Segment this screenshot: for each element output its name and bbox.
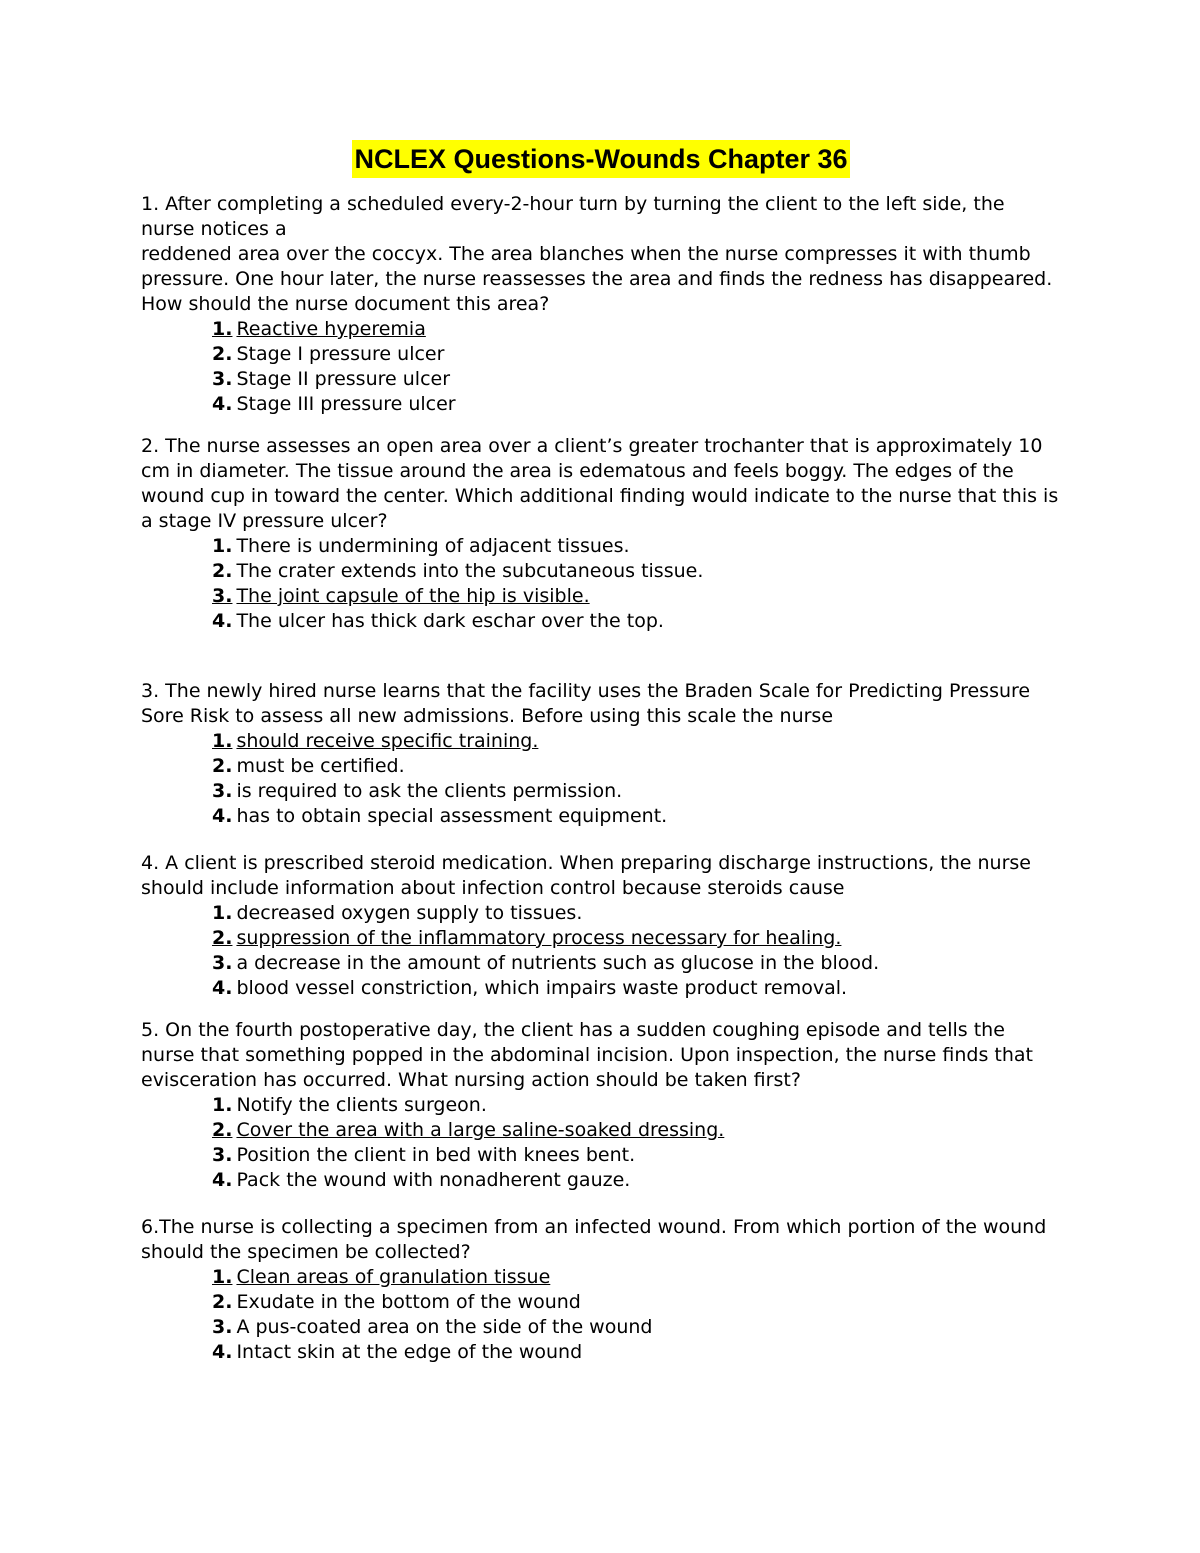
option-number: 2. <box>212 1119 233 1141</box>
answer-options <box>141 729 1061 829</box>
option-text: Stage I pressure ulcer <box>236 343 445 365</box>
answer-option <box>212 976 1061 1001</box>
option-number: 1. <box>212 730 233 752</box>
option-text: The crater extends into the subcutaneous tissue. <box>236 560 704 582</box>
answer-option <box>212 901 1061 926</box>
option-number: 2. <box>212 343 233 365</box>
option-text: should receive specific training. <box>236 730 539 752</box>
option-text: Stage III pressure ulcer <box>236 393 456 415</box>
option-text: suppression of the inflammatory process necessary for healing. <box>236 927 842 949</box>
option-number: 3. <box>212 585 233 607</box>
answer-option <box>212 951 1061 976</box>
option-text: blood vessel constriction, which impairs waste product removal. <box>236 977 848 999</box>
answer-option <box>212 1093 1061 1118</box>
option-number: 2. <box>212 560 233 582</box>
answer-options <box>141 1093 1061 1193</box>
answer-option <box>212 1290 1061 1315</box>
option-number: 4. <box>212 977 233 999</box>
question-2 <box>141 434 1061 634</box>
option-text: Stage II pressure ulcer <box>236 368 451 390</box>
option-number: 3. <box>212 368 233 390</box>
option-text: a decrease in the amount of nutrients such as glucose in the blood. <box>236 952 880 974</box>
option-text: Position the client in bed with knees bent. <box>236 1144 636 1166</box>
question-4 <box>141 851 1061 1001</box>
option-number: 2. <box>212 1291 233 1313</box>
option-number: 4. <box>212 805 233 827</box>
option-number: 1. <box>212 1266 233 1288</box>
option-number: 4. <box>212 1169 233 1191</box>
option-number: 4. <box>212 1341 233 1363</box>
option-text: Clean areas of granulation tissue <box>236 1266 551 1288</box>
answer-option <box>212 1315 1061 1340</box>
option-number: 3. <box>212 1144 233 1166</box>
option-text: Pack the wound with nonadherent gauze. <box>236 1169 631 1191</box>
answer-option <box>212 559 1061 584</box>
answer-option-correct <box>212 317 1061 342</box>
answer-option <box>212 804 1061 829</box>
option-text: Reactive hyperemia <box>236 318 426 340</box>
question-stem: 2. The nurse assesses an open area over a client’s greater trochanter that is approximately 10 cm in diameter. The tissue around the area is edematous and feels boggy. The edges of the wound cup in toward the center. Which additional finding would indicate to the nurse that this is a stage IV pressure ulcer? <box>141 435 1059 532</box>
answer-option-correct <box>212 926 1061 951</box>
option-text: Exudate in the bottom of the wound <box>236 1291 581 1313</box>
question-6 <box>141 1215 1061 1365</box>
option-number: 3. <box>212 780 233 802</box>
option-number: 2. <box>212 755 233 777</box>
option-number: 4. <box>212 393 233 415</box>
answer-option <box>212 1340 1061 1365</box>
question-stem: 3. The newly hired nurse learns that the facility uses the Braden Scale for Predicting Pressure Sore Risk to assess all new admissions. Before using this scale the nurse <box>141 680 1031 727</box>
answer-option <box>212 392 1061 417</box>
option-number: 4. <box>212 610 233 632</box>
answer-option-correct <box>212 729 1061 754</box>
answer-option <box>212 367 1061 392</box>
answer-options <box>141 534 1061 634</box>
answer-option <box>212 754 1061 779</box>
answer-option <box>212 1168 1061 1193</box>
answer-option <box>212 779 1061 804</box>
question-stem: 6.The nurse is collecting a specimen from an infected wound. From which portion of the wound should the specimen be collected? <box>141 1216 1047 1263</box>
question-list <box>141 192 1061 1365</box>
option-text: There is undermining of adjacent tissues. <box>236 535 630 557</box>
option-number: 1. <box>212 318 233 340</box>
answer-options <box>141 317 1061 417</box>
option-text: has to obtain special assessment equipment. <box>236 805 668 827</box>
option-text: A pus-coated area on the side of the wound <box>236 1316 653 1338</box>
answer-option <box>212 534 1061 559</box>
question-1 <box>141 192 1061 417</box>
document-page <box>141 140 1061 1365</box>
question-3 <box>141 679 1061 829</box>
option-number: 3. <box>212 952 233 974</box>
option-text: The ulcer has thick dark eschar over the top. <box>236 610 664 632</box>
option-text: Intact skin at the edge of the wound <box>236 1341 583 1363</box>
answer-option-correct <box>212 1118 1061 1143</box>
answer-options <box>141 1265 1061 1365</box>
question-stem: 1. After completing a scheduled every-2-hour turn by turning the client to the left side, the nurse notices a <box>141 193 1005 240</box>
option-number: 1. <box>212 902 233 924</box>
option-text: must be certified. <box>236 755 405 777</box>
question-stem: 5. On the fourth postoperative day, the client has a sudden coughing episode and tells the nurse that something popped in the abdominal incision. Upon inspection, the nurse finds that evisceration has occurred. What nursing action should be taken first? <box>141 1019 1034 1091</box>
option-text: is required to ask the clients permission. <box>236 780 623 802</box>
answer-option <box>212 342 1061 367</box>
question-5 <box>141 1018 1061 1193</box>
option-number: 3. <box>212 1316 233 1338</box>
document-title: NCLEX Questions-Wounds Chapter 36 <box>352 140 849 178</box>
option-text: The joint capsule of the hip is visible. <box>236 585 590 607</box>
answer-option <box>212 609 1061 634</box>
answer-option-correct <box>212 1265 1061 1290</box>
answer-options <box>141 901 1061 1001</box>
option-text: Cover the area with a large saline-soaked dressing. <box>236 1119 725 1141</box>
option-number: 1. <box>212 535 233 557</box>
option-number: 1. <box>212 1094 233 1116</box>
question-stem: 4. A client is prescribed steroid medication. When preparing discharge instructions, the nurse should include information about infection control because steroids cause <box>141 852 1031 899</box>
answer-option <box>212 1143 1061 1168</box>
option-number: 2. <box>212 927 233 949</box>
option-text: decreased oxygen supply to tissues. <box>236 902 583 924</box>
answer-option-correct <box>212 584 1061 609</box>
option-text: Notify the clients surgeon. <box>236 1094 487 1116</box>
title-wrap <box>141 140 1061 178</box>
question-stem: reddened area over the coccyx. The area blanches when the nurse compresses it with thumb pressure. One hour later, the nurse reassesses the area and finds the redness has disappeared. How should the nurse document this area? <box>141 243 1053 315</box>
